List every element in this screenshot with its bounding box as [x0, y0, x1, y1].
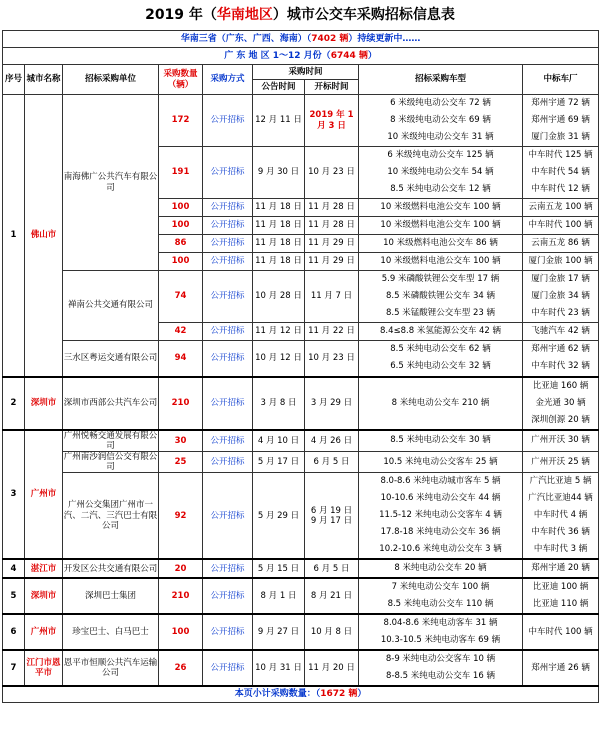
- winner-line: 郑州宇通 62 辆: [531, 344, 590, 355]
- header-time: 采购时间: [253, 65, 359, 80]
- announce-cell: 12 月 11 日: [253, 95, 305, 147]
- announce-cell: 11 月 12 日: [253, 323, 305, 341]
- table-row: [3, 451, 599, 472]
- winner-line: 中车时代 3 辆: [533, 544, 588, 555]
- method-cell: 公开招标: [203, 235, 253, 253]
- model-cell: [359, 147, 523, 199]
- seq-cell: 5: [3, 578, 25, 614]
- open-cell: 6 月 19 日 9 月 17 日: [305, 473, 359, 560]
- winner-cell: [523, 235, 599, 253]
- qty-cell: 100: [159, 253, 203, 271]
- winner-line: 飞驰汽车 42 辆: [531, 326, 590, 336]
- method-cell: 公开招标: [203, 253, 253, 271]
- model-line: 8 米纯电动公交车 210 辆: [391, 397, 490, 408]
- winner-line: 中车时代 36 辆: [531, 527, 590, 538]
- unit-cell: 南海佛广公共汽车有限公司: [63, 95, 159, 271]
- unit-cell: 珍宝巴士、白马巴士: [63, 614, 159, 650]
- winner-line: 厦门金旅 100 辆: [528, 256, 593, 266]
- model-line: 10 米级燃料电池公交车 100 辆: [380, 202, 501, 212]
- winner-line: 比亚迪 110 辆: [532, 599, 589, 610]
- winner-line: 郑州宇通 20 辆: [531, 563, 590, 574]
- model-line: 8.5 米纯电动公交车 110 辆: [387, 599, 494, 610]
- city-cell: 江门市恩平市: [25, 650, 63, 686]
- announce-cell: 5 月 29 日: [253, 473, 305, 560]
- model-line: 6.5 米纯电动公交车 32 辆: [390, 361, 491, 372]
- winner-line: 比亚迪 100 辆: [532, 582, 589, 593]
- model-cell: [359, 559, 523, 578]
- page-title: [0, 0, 600, 30]
- winner-cell: [523, 323, 599, 341]
- announce-cell: 11 月 18 日: [253, 235, 305, 253]
- method-cell: 公开招标: [203, 559, 253, 578]
- model-cell: [359, 473, 523, 560]
- header-announce: 公告时间: [253, 80, 305, 95]
- winner-cell: [523, 271, 599, 323]
- header-city: 城市名称: [25, 65, 63, 95]
- model-line: 10 米级燃料电池公交车 100 辆: [380, 220, 501, 230]
- winner-line: 深圳创源 20 辆: [531, 414, 590, 425]
- announce-cell: 5 月 17 日: [253, 451, 305, 472]
- announce-cell: 10 月 28 日: [253, 271, 305, 323]
- table-row: [3, 430, 599, 452]
- open-cell: 8 月 21 日: [305, 578, 359, 614]
- qty-cell: 20: [159, 559, 203, 578]
- open-cell: 2019 年 1 月 3 日: [305, 95, 359, 147]
- city-cell: 广州市: [25, 430, 63, 560]
- model-line: 8-9 米纯电动公交客车 10 辆: [385, 654, 496, 665]
- open-cell: 11 月 29 日: [305, 235, 359, 253]
- open-cell: 4 月 26 日: [305, 430, 359, 452]
- city-cell: 湛江市: [25, 559, 63, 578]
- seq-cell: 3: [3, 430, 25, 560]
- model-line: 5.9 米磷酸铁锂公交车型 17 辆: [381, 274, 500, 284]
- table-row: [3, 271, 599, 323]
- open-cell: 11 月 28 日: [305, 217, 359, 235]
- winner-cell: [523, 95, 599, 147]
- city-cell: 深圳市: [25, 377, 63, 430]
- open-cell: 11 月 28 日: [305, 199, 359, 217]
- model-line: 8 米级纯电动公交车 69 辆: [390, 115, 491, 125]
- model-line: 8.4≤8.8 米氢能源公交车 42 辆: [379, 326, 502, 336]
- header-model: 招标采购车型: [359, 65, 523, 95]
- model-cell: [359, 95, 523, 147]
- header-seq: 序号: [3, 65, 25, 95]
- winner-line: 云南五龙 100 辆: [528, 202, 593, 212]
- method-cell: 公开招标: [203, 147, 253, 199]
- table-row: [3, 559, 599, 578]
- announce-cell: 10 月 31 日: [253, 650, 305, 686]
- model-cell: [359, 323, 523, 341]
- method-cell: 公开招标: [203, 614, 253, 650]
- method-cell: 公开招标: [203, 217, 253, 235]
- model-line: 7 米纯电动公交车 100 辆: [391, 582, 490, 593]
- winner-cell: [523, 199, 599, 217]
- unit-cell: 恩平市恒顺公共汽车运输公司: [63, 650, 159, 686]
- header-winner: 中标车厂: [523, 65, 599, 95]
- method-cell: 公开招标: [203, 650, 253, 686]
- method-cell: 公开招标: [203, 199, 253, 217]
- announce-cell: 10 月 12 日: [253, 341, 305, 377]
- winner-line: 厦门金旅 34 辆: [531, 291, 590, 301]
- winner-line: 中车时代 54 辆: [531, 167, 590, 177]
- winner-cell: [523, 451, 599, 472]
- table-row: [3, 578, 599, 614]
- model-line: 10 米级燃料电池公交车 86 辆: [383, 238, 498, 248]
- unit-cell: 广州南沙润信公交有限公司: [63, 451, 158, 473]
- winner-line: 厦门金旅 31 辆: [531, 132, 590, 142]
- open-cell: 11 月 22 日: [305, 323, 359, 341]
- announce-cell: 9 月 30 日: [253, 147, 305, 199]
- winner-cell: [523, 147, 599, 199]
- header-method: 采购方式: [203, 65, 253, 95]
- model-cell: [359, 377, 523, 430]
- unit-cell: 深圳巴士集团: [63, 578, 159, 614]
- winner-cell: [523, 430, 599, 452]
- winner-line: 中车时代 125 辆: [528, 150, 593, 160]
- announce-cell: 8 月 1 日: [253, 578, 305, 614]
- qty-cell: 210: [159, 377, 203, 430]
- model-line: 10 米级燃料电池公交车 100 辆: [380, 256, 501, 266]
- seq-cell: 4: [3, 559, 25, 578]
- table-row: [3, 95, 599, 147]
- city-cell: 广州市: [25, 614, 63, 650]
- seq-cell: 1: [3, 95, 25, 377]
- unit-cell: 广州悦畅交通发展有限公司: [63, 430, 158, 451]
- winner-line: 郑州宇通 72 辆: [531, 98, 590, 108]
- model-cell: [359, 271, 523, 323]
- winner-cell: [523, 341, 599, 377]
- seq-cell: 7: [3, 650, 25, 686]
- model-line: 10.3-10.5 米纯电动客车 69 辆: [380, 635, 501, 646]
- winner-line: 广汽比亚迪44 辆: [528, 493, 593, 504]
- winner-line: 郑州宇通 26 辆: [531, 662, 590, 673]
- winner-line: 中车时代 100 辆: [528, 626, 593, 637]
- model-line: 10.5 米纯电动公交客车 25 辆: [383, 456, 498, 467]
- winner-line: 中车时代 100 辆: [528, 220, 593, 230]
- city-cell: 佛山市: [25, 95, 63, 377]
- model-cell: [359, 650, 523, 686]
- winner-line: 云南五龙 86 辆: [531, 238, 590, 248]
- model-line: 8.5 米锰酸锂公交车型 23 辆: [386, 308, 495, 318]
- method-cell: 公开招标: [203, 430, 253, 452]
- announce-cell: 11 月 18 日: [253, 253, 305, 271]
- winner-line: 中车时代 32 辆: [531, 361, 590, 372]
- model-cell: [359, 341, 523, 377]
- winner-line: 比亚迪 160 辆: [532, 380, 589, 391]
- model-line: 6 米级纯电动公交车 125 辆: [387, 150, 494, 160]
- qty-cell: 100: [159, 614, 203, 650]
- winner-line: 厦门金旅 17 辆: [531, 274, 590, 284]
- model-cell: [359, 199, 523, 217]
- model-line: 8.0-8.6 米纯电动城市客车 5 辆: [380, 476, 501, 487]
- model-cell: [359, 614, 523, 650]
- winner-cell: [523, 377, 599, 430]
- method-cell: 公开招标: [203, 95, 253, 147]
- table-row: [3, 341, 599, 377]
- seq-cell: 2: [3, 377, 25, 430]
- page-subtotal: 本页小计采购数量：（1672 辆）: [3, 686, 599, 703]
- model-cell: [359, 235, 523, 253]
- header-unit: 招标采购单位: [63, 65, 159, 95]
- open-cell: 10 月 8 日: [305, 614, 359, 650]
- model-line: 10 米级纯电动公交车 31 辆: [387, 132, 494, 142]
- open-cell: 6 月 5 日: [305, 451, 359, 472]
- winner-line: 中车时代 4 辆: [533, 510, 588, 521]
- table-body: [3, 95, 599, 687]
- model-line: 8.5 米纯电动公交车 30 辆: [390, 435, 491, 446]
- qty-cell: 26: [159, 650, 203, 686]
- summary-band-south-china: 华南三省（广东、广西、海南）（7402 辆）持续更新中……: [3, 31, 599, 48]
- winner-cell: [523, 473, 599, 560]
- model-line: 17.8-18 米纯电动公交车 36 辆: [380, 527, 501, 538]
- qty-cell: 100: [159, 217, 203, 235]
- table-row: [3, 377, 599, 430]
- city-cell: 深圳市: [25, 578, 63, 614]
- winner-cell: [523, 217, 599, 235]
- winner-line: 广州开沃 30 辆: [531, 435, 590, 446]
- table-row: [3, 614, 599, 650]
- seq-cell: 6: [3, 614, 25, 650]
- model-cell: [359, 578, 523, 614]
- model-line: 10-10.6 米纯电动公交车 44 辆: [380, 493, 501, 504]
- announce-cell: 4 月 10 日: [253, 430, 305, 452]
- model-line: 8-8.5 米纯电动公交车 16 辆: [386, 671, 495, 682]
- model-line: 8.04-8.6 米纯电动客车 31 辆: [383, 618, 498, 629]
- qty-cell: 210: [159, 578, 203, 614]
- qty-cell: 94: [159, 341, 203, 377]
- header-qty: 采购数量（辆）: [159, 65, 203, 95]
- announce-cell: 3 月 8 日: [253, 377, 305, 430]
- open-cell: 11 月 20 日: [305, 650, 359, 686]
- model-cell: [359, 253, 523, 271]
- announce-cell: 5 月 15 日: [253, 559, 305, 578]
- unit-cell: 深圳市西部公共汽车公司: [63, 377, 159, 430]
- model-line: 8.5 米纯电动公交车 12 辆: [390, 184, 491, 194]
- model-cell: [359, 430, 523, 452]
- method-cell: 公开招标: [203, 271, 253, 323]
- unit-cell: 三水区粤运交通有限公司: [63, 341, 159, 377]
- unit-cell: 广州公交集团广州市一汽、二汽、三汽巴士有限公司: [63, 473, 159, 560]
- header-open: 开标时间: [305, 80, 359, 95]
- winner-line: 广汽比亚迪 5 辆: [529, 476, 592, 487]
- method-cell: 公开招标: [203, 323, 253, 341]
- open-cell: 10 月 23 日: [305, 341, 359, 377]
- winner-line: 中车时代 12 辆: [531, 184, 590, 194]
- model-line: 8.5 米纯电动公交车 62 辆: [390, 344, 491, 355]
- model-line: 10.2-10.6 米纯电动公交车 3 辆: [379, 544, 502, 555]
- winner-cell: [523, 614, 599, 650]
- qty-cell: 25: [159, 451, 203, 472]
- method-cell: 公开招标: [203, 341, 253, 377]
- winner-cell: [523, 253, 599, 271]
- qty-cell: 74: [159, 271, 203, 323]
- winner-line: 金光通 30 辆: [535, 397, 586, 408]
- model-cell: [359, 217, 523, 235]
- title-region: 华南地区: [216, 7, 273, 23]
- open-cell: 11 月 7 日: [305, 271, 359, 323]
- method-cell: 公开招标: [203, 377, 253, 430]
- model-line: 8 米纯电动公交车 20 辆: [394, 563, 487, 574]
- winner-cell: [523, 559, 599, 578]
- model-line: 8.5 米磷酸铁锂公交车 34 辆: [386, 291, 495, 301]
- qty-cell: 191: [159, 147, 203, 199]
- summary-band-guangdong: 广 东 地 区 1～12 月份（6744 辆）: [3, 48, 599, 65]
- model-line: 10 米级纯电动公交车 54 辆: [387, 167, 494, 177]
- model-line: 11.5-12 米纯电动公交客车 4 辆: [379, 510, 502, 521]
- qty-cell: 172: [159, 95, 203, 147]
- open-cell: 3 月 29 日: [305, 377, 359, 430]
- winner-line: 广州开沃 25 辆: [531, 456, 590, 467]
- table-row: [3, 473, 599, 560]
- winner-cell: [523, 650, 599, 686]
- announce-cell: 9 月 27 日: [253, 614, 305, 650]
- method-cell: 公开招标: [203, 473, 253, 560]
- table-row: [3, 650, 599, 686]
- unit-cell: 禅南公共交通有限公司: [63, 271, 159, 341]
- qty-cell: 42: [159, 323, 203, 341]
- open-cell: 6 月 5 日: [305, 559, 359, 578]
- winner-line: 郑州宇通 69 辆: [531, 115, 590, 125]
- title-prefix: 2019 年（: [145, 7, 217, 23]
- model-cell: [359, 451, 523, 472]
- announce-cell: 11 月 18 日: [253, 217, 305, 235]
- qty-cell: 86: [159, 235, 203, 253]
- model-line: 6 米级纯电动公交车 72 辆: [390, 98, 491, 108]
- method-cell: 公开招标: [203, 451, 253, 472]
- winner-line: 中车时代 23 辆: [531, 308, 590, 318]
- open-cell: 10 月 23 日: [305, 147, 359, 199]
- announce-cell: 11 月 18 日: [253, 199, 305, 217]
- title-suffix: ）城市公交车采购招标信息表: [272, 7, 455, 23]
- unit-cell: 开发区公共交通有限公司: [63, 559, 159, 578]
- method-cell: 公开招标: [203, 578, 253, 614]
- open-cell: 11 月 29 日: [305, 253, 359, 271]
- winner-cell: [523, 578, 599, 614]
- procurement-table: [2, 30, 599, 703]
- qty-cell: 92: [159, 473, 203, 560]
- qty-cell: 30: [159, 430, 203, 452]
- qty-cell: 100: [159, 199, 203, 217]
